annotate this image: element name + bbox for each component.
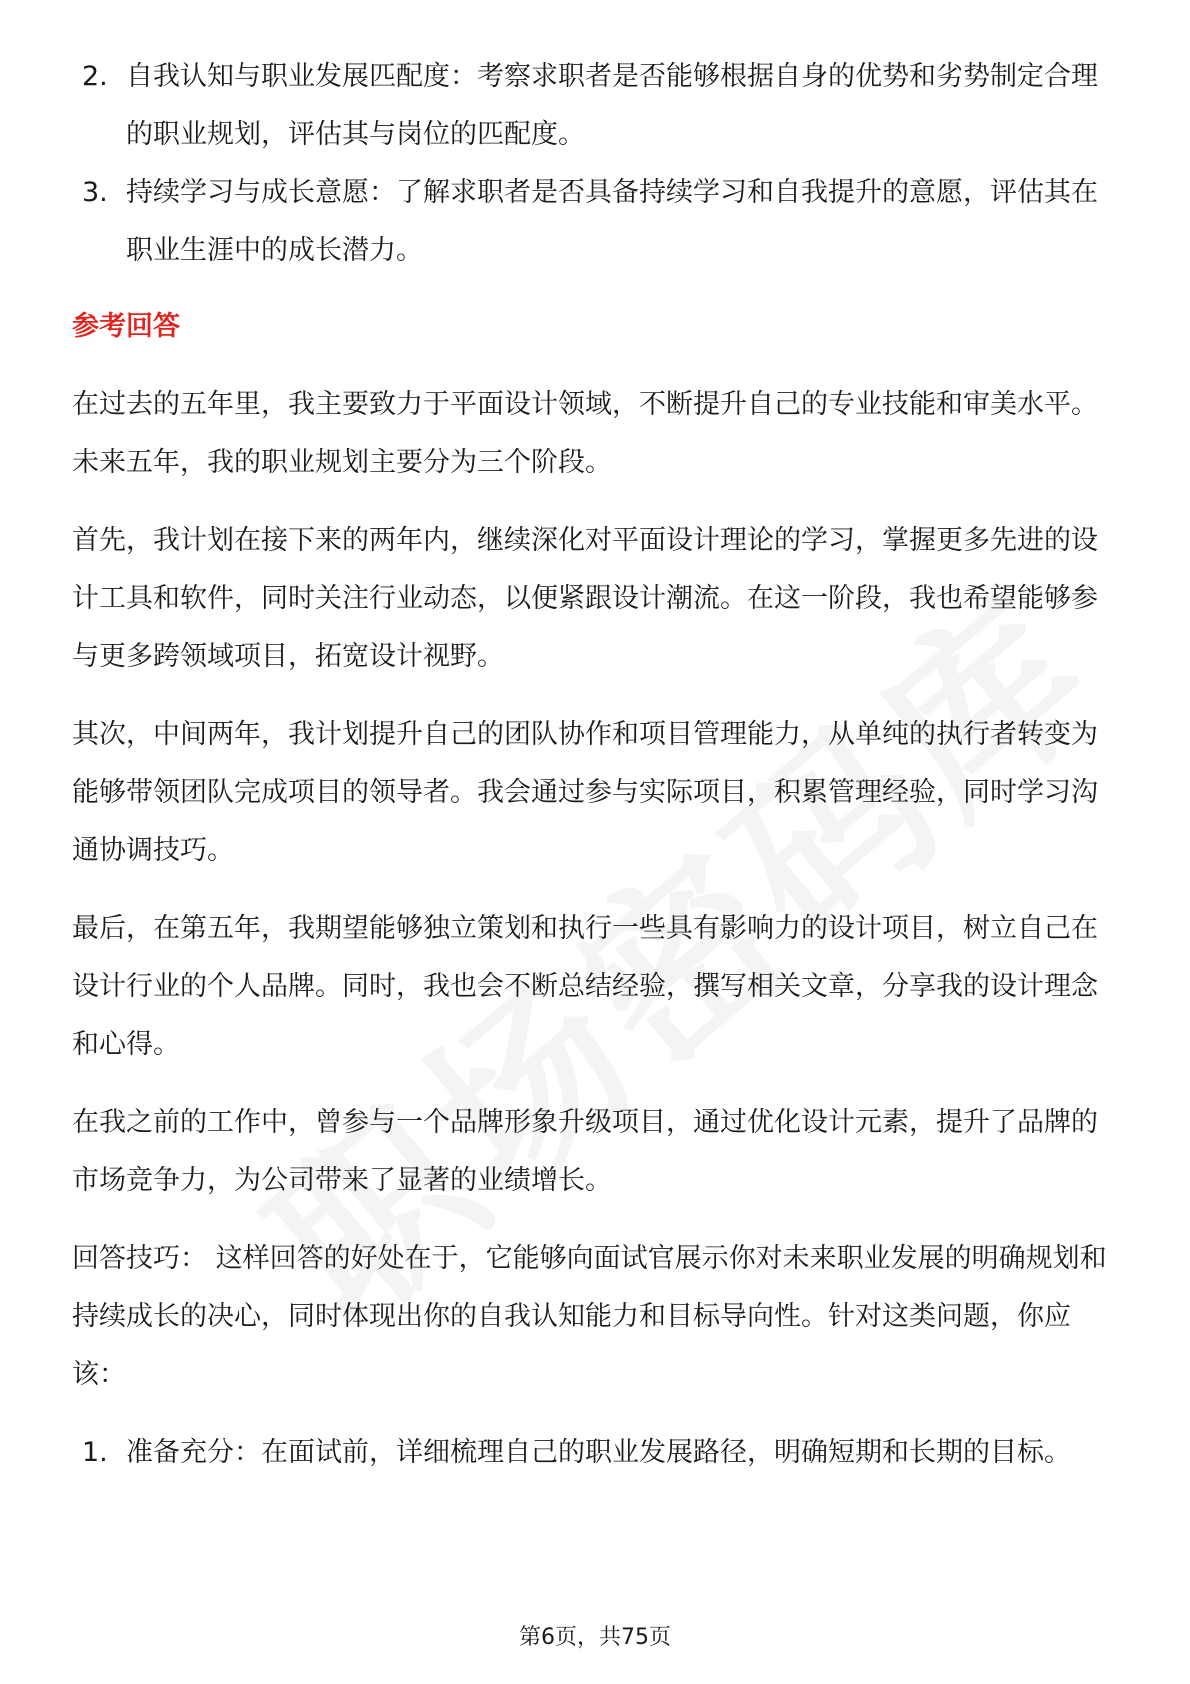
reference-answer-heading: 参考回答 bbox=[72, 311, 180, 342]
list-item bbox=[72, 48, 1122, 164]
page-number-footer: 第6页，共75页 bbox=[519, 1625, 671, 1650]
list-item bbox=[72, 1424, 1122, 1482]
list-item-number: 1. bbox=[82, 1437, 108, 1468]
list-item-text: 持续学习与成长意愿：了解求职者是否具备持续学习和自我提升的意愿，评估其在职业生涯中的成长潜力。 bbox=[126, 177, 1098, 266]
list-item-number: 2. bbox=[82, 61, 108, 92]
list-item bbox=[72, 164, 1122, 280]
paragraph: 其次，中间两年，我计划提升自己的团队协作和项目管理能力，从单纯的执行者转变为能够带领团队完成项目的领导者。我会通过参与实际项目，积累管理经验，同时学习沟通协调技巧。 bbox=[72, 719, 1098, 866]
paragraph: 在我之前的工作中，曾参与一个品牌形象升级项目，通过优化设计元素，提升了品牌的市场竞争力，为公司带来了显著的业绩增长。 bbox=[72, 1107, 1098, 1196]
list-item-number: 3. bbox=[82, 177, 108, 208]
paragraph: 在过去的五年里，我主要致力于平面设计领域，不断提升自己的专业技能和审美水平。未来五年，我的职业规划主要分为三个阶段。 bbox=[72, 389, 1098, 478]
list-item-text: 自我认知与职业发展匹配度：考察求职者是否能够根据自身的优势和劣势制定合理的职业规划，评估其与岗位的匹配度。 bbox=[126, 61, 1098, 150]
paragraph: 首先，我计划在接下来的两年内，继续深化对平面设计理论的学习，掌握更多先进的设计工具和软件，同时关注行业动态，以便紧跟设计潮流。在这一阶段，我也希望能够参与更多跨领域项目，拓宽设计视野。 bbox=[72, 525, 1098, 672]
list-item-text: 准备充分：在面试前，详细梳理自己的职业发展路径，明确短期和长期的目标。 bbox=[126, 1437, 1071, 1468]
tips-list bbox=[72, 1424, 1122, 1482]
page-content bbox=[72, 48, 1122, 1482]
paragraph: 最后，在第五年，我期望能够独立策划和执行一些具有影响力的设计项目，树立自己在设计行业的个人品牌。同时，我也会不断总结经验，撰写相关文章，分享我的设计理念和心得。 bbox=[72, 913, 1098, 1060]
answer-tips-paragraph: 回答技巧： 这样回答的好处在于，它能够向面试官展示你对未来职业发展的明确规划和持续成长的决心，同时体现出你的自我认知能力和目标导向性。针对这类问题，你应该： bbox=[72, 1243, 1107, 1390]
